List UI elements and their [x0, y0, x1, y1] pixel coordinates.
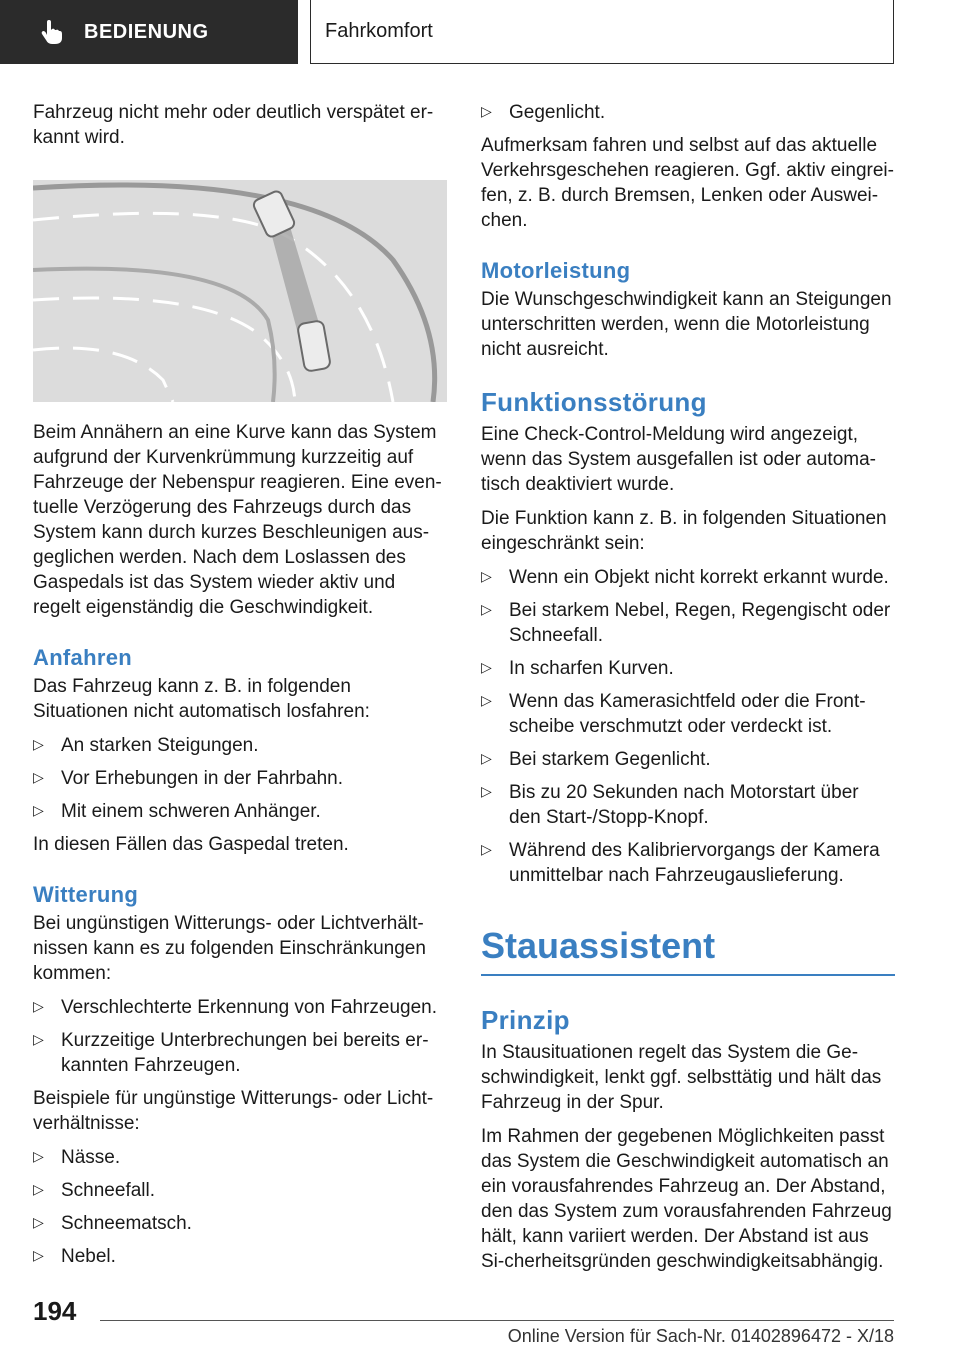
anfahren-text: Das Fahrzeug kann z. B. in folgenden Situationen nicht automatisch losfahren: — [33, 676, 370, 722]
heading-motorleistung: Motorleistung — [481, 258, 631, 283]
list-item: ▷ In scharfen Kurven. — [481, 656, 895, 681]
list-item: ▷ An starken Steigungen. — [33, 733, 447, 758]
funktionsstoerung-list — [481, 565, 895, 888]
anfahren-after: In diesen Fällen das Gaspedal treten. — [33, 834, 349, 855]
list-item: ▷ Nebel. — [33, 1244, 447, 1269]
footer-divider — [100, 1320, 894, 1321]
list-item: ▷ Kurzzeitige Unterbrechungen bei bereits er-kannten Fahrzeugen. — [33, 1028, 447, 1078]
intro-text: Fahrzeug nicht mehr oder deutlich verspätet er-kannt wird. — [33, 102, 434, 148]
heading-prinzip: Prinzip — [481, 1005, 570, 1035]
witterung-examples-list — [33, 1145, 447, 1269]
prinzip-text-2: Im Rahmen der gegebenen Möglichkeiten passt das System die Geschwindigkeit automatisch an ein vorausfahrendes Fahrzeug an. Der Abstand, den das System zum vorausfahrenden Fahrzeug hält, kann variiert werden. Der Abstand ist aus Si-cherheitsgründen geschwindigkeitsabhängig. — [481, 1126, 892, 1272]
list-item: ▷ Verschlechterte Erkennung von Fahrzeugen. — [33, 995, 447, 1020]
heading-anfahren: Anfahren — [33, 645, 132, 670]
section-tab — [0, 0, 298, 64]
witterung-examples-text: Beispiele für ungünstige Witterungs- oder Licht-verhältnisse: — [33, 1088, 434, 1134]
witterung-text: Bei ungünstigen Witterungs- oder Lichtverhält-nissen kann es zu folgenden Einschränkungen kommen: — [33, 913, 426, 984]
funktionsstoerung-text-2: Die Funktion kann z. B. in folgenden Situationen eingeschränkt sein: — [481, 508, 887, 554]
page-header — [0, 0, 960, 66]
figure-caption: Beim Annähern an eine Kurve kann das System aufgrund der Kurvenkrümmung kurzzeitig auf Fahrzeuge der Nebenspur reagieren. Eine even-tuelle Verzögerung des Fahrzeugs durch das System kann durch kurzes Beschleunigen aus-geglichen werden. Nach dem Loslassen des Gaspedals ist das System wieder aktiv und regelt eigenständig die Geschwindigkeit. — [33, 422, 442, 618]
left-column — [33, 100, 447, 1277]
list-item: ▷ Bei starkem Nebel, Regen, Regengischt oder Schneefall. — [481, 598, 895, 648]
funktionsstoerung-text-1: Eine Check-Control-Meldung wird angezeigt, wenn das System ausgefallen ist oder automa-tisch deaktiviert wurde. — [481, 424, 876, 495]
list-item: ▷ Schneematsch. — [33, 1211, 447, 1236]
list-item: ▷ Nässe. — [33, 1145, 447, 1170]
page-footer — [0, 1290, 960, 1362]
curve-illustration — [33, 180, 447, 402]
list-item: ▷ Bis zu 20 Sekunden nach Motorstart über den Start-/Stopp-Knopf. — [481, 780, 895, 830]
list-item: ▷ Schneefall. — [33, 1178, 447, 1203]
online-version-text: Online Version für Sach-Nr. 01402896472 - X/18 — [507, 1326, 894, 1346]
prinzip-text-1: In Stausituationen regelt das System die Ge-schwindigkeit, lenkt ggf. selbsttätig und hält das Fahrzeug in der Spur. — [481, 1042, 882, 1113]
topic-label: Fahrkomfort — [325, 20, 433, 42]
section-label: BEDIENUNG — [84, 20, 209, 43]
list-item: ▷ Vor Erhebungen in der Fahrbahn. — [33, 766, 447, 791]
list-item: ▷ Gegenlicht. — [481, 100, 895, 125]
witterung-list — [33, 995, 447, 1078]
list-item: ▷ Wenn ein Objekt nicht korrekt erkannt wurde. — [481, 565, 895, 590]
top-text: Aufmerksam fahren und selbst auf das aktuelle Verkehrsgeschehen reagieren. Ggf. aktiv eingrei-fen, z. B. durch Bremsen, Lenken oder Auswei-chen. — [481, 135, 894, 231]
heading-stauassistent: Stauassistent — [481, 924, 895, 976]
page-number: 194 — [33, 1296, 77, 1326]
motorleistung-text: Die Wunschgeschwindigkeit kann an Steigungen unterschritten werden, wenn die Motorleistung nicht ausreicht. — [481, 289, 892, 360]
heading-funktionsstoerung: Funktionsstörung — [481, 387, 707, 417]
topic-tab — [310, 0, 894, 64]
list-item: ▷ Bei starkem Gegenlicht. — [481, 747, 895, 772]
list-item: ▷ Wenn das Kamerasichtfeld oder die Front-scheibe verschmutzt oder verdeckt ist. — [481, 689, 895, 739]
top-list — [481, 100, 895, 125]
list-item: ▷ Während des Kalibriervorgangs der Kamera unmittelbar nach Fahrzeugauslieferung. — [481, 838, 895, 888]
anfahren-list — [33, 733, 447, 824]
right-column — [481, 100, 895, 1283]
list-item: ▷ Mit einem schweren Anhänger. — [33, 799, 447, 824]
hand-pointer-icon — [38, 18, 66, 46]
heading-witterung: Witterung — [33, 882, 139, 907]
